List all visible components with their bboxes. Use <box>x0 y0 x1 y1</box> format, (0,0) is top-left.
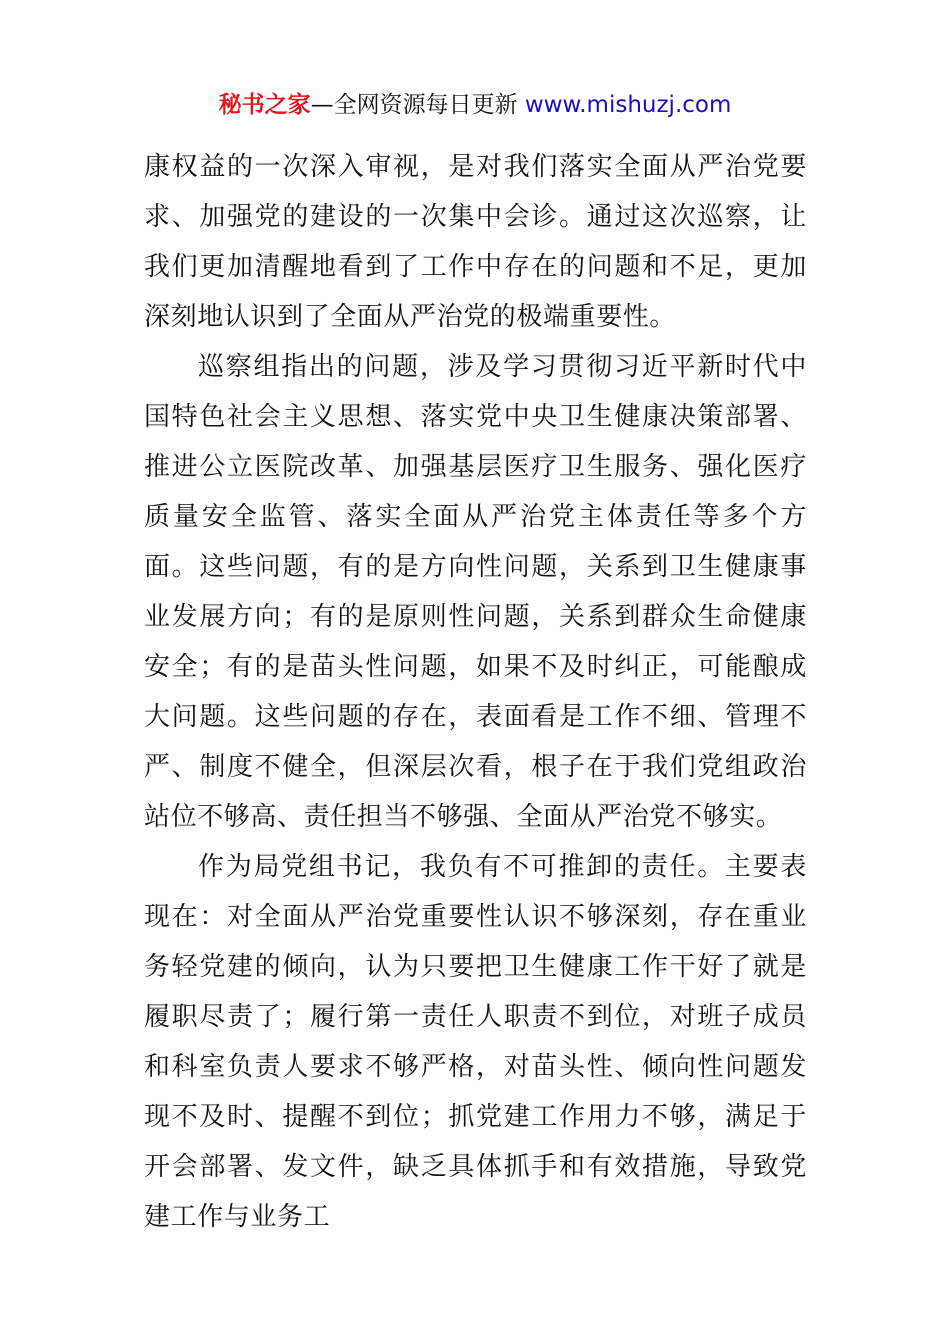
brand-name: 秘书之家 <box>218 92 311 118</box>
site-url-link[interactable]: www.mishuzj.com <box>524 92 732 118</box>
paragraph: 作为局党组书记，我负有不可推卸的责任。主要表现在：对全面从严治党重要性认识不够深刻，存在重业务轻党建的倾向，认为只要把卫生健康工作干好了就是履职尽责了；履行第一责任人职责不到位，对班子成员和科室负责人要求不够严格，对苗头性、倾向性问题发现不及时、提醒不到位；抓党建工作用力不够，满足于开会部署、发文件，缺乏具体抓手和有效措施，导致党建工作与业务工 <box>144 852 807 1232</box>
paragraph: 巡察组指出的问题，涉及学习贯彻习近平新时代中国特色社会主义思想、落实党中央卫生健康决策部署、推进公立医院改革、加强基层医疗卫生服务、强化医疗质量安全监管、落实全面从严治党主体责任等多个方面。这些问题，有的是方向性问题，关系到卫生健康事业发展方向；有的是原则性问题，关系到群众生命健康安全；有的是苗头性问题，如果不及时纠正，可能酿成大问题。这些问题的存在，表面看是工作不细、管理不严、制度不健全，但深层次看，根子在于我们党组政治站位不够高、责任担当不够强、全面从严治党不够实。 <box>144 352 807 832</box>
site-header <box>0 88 950 122</box>
header-tagline: —全网资源每日更新 <box>310 92 525 118</box>
document-body <box>144 142 807 1242</box>
paragraph: 康权益的一次深入审视，是对我们落实全面从严治党要求、加强党的建设的一次集中会诊。通过这次巡察，让我们更加清醒地看到了工作中存在的问题和不足，更加深刻地认识到了全面从严治党的极端重要性。 <box>144 152 807 332</box>
